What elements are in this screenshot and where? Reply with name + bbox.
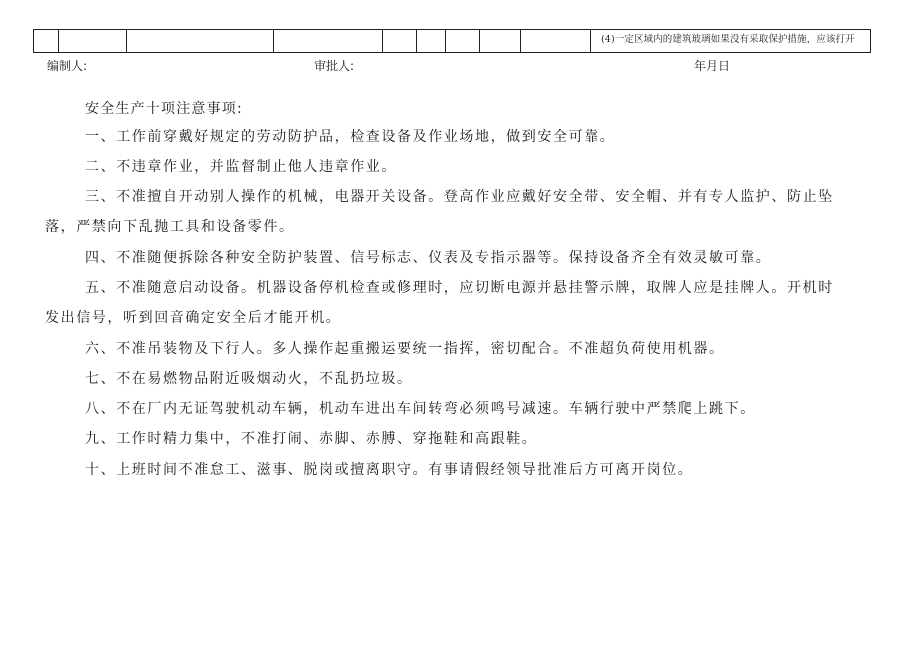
notice-item-text: 二、不违章作业，并监督制止他人违章作业。 (85, 159, 397, 175)
table-column-divider (273, 30, 274, 52)
table-column-divider (445, 30, 446, 52)
table-column-divider (520, 30, 521, 52)
notice-item-text: 八、不在厂内无证驾驶机动车辆，机动车进出车间转弯必须鸣号减速。车辆行驶中严禁爬上跳下。 (85, 401, 756, 417)
table-column-divider (126, 30, 127, 52)
notice-title: 安全生产十项注意事项: (85, 101, 243, 117)
notice-item (45, 334, 725, 364)
notice-item-text: 九、工作时精力集中，不准打闹、赤脚、赤膊、穿拖鞋和高跟鞋。 (85, 431, 538, 447)
notice-item (45, 273, 834, 333)
notice-item-text: 四、不准随便拆除各种安全防护装置、信号标志、仪表及专指示器等。保持设备齐全有效灵敏可靠。 (85, 250, 772, 266)
notice-item-continuation: 落，严禁向下乱抛工具和设备零件。 (45, 219, 295, 235)
notice-item (45, 152, 397, 182)
notice-item (45, 364, 413, 394)
preparer-label: 编制人: (47, 59, 88, 73)
notice-item (45, 394, 756, 424)
date-label: 年月日 (694, 59, 731, 73)
table-column-divider (479, 30, 480, 52)
approver-label: 审批人: (314, 59, 355, 73)
table-column-divider (382, 30, 383, 52)
notice-item-text: 一、工作前穿戴好规定的劳动防护品，检查设备及作业场地，做到安全可靠。 (85, 129, 616, 145)
notice-item (45, 122, 615, 152)
notice-item (45, 455, 693, 485)
notice-item (45, 424, 537, 454)
table-row-fragment (33, 29, 871, 53)
notice-item-text: 六、不准吊装物及下行人。多人操作起重搬运要统一指挥，密切配合。不准超负荷使用机器。 (85, 341, 725, 357)
notice-item (45, 182, 834, 242)
notice-item-text: 五、不准随意启动设备。机器设备停机检查或修理时，应切断电源并悬挂警示牌，取牌人应是挂牌人。开机时 (85, 280, 834, 296)
notice-item-continuation: 发出信号，听到回音确定安全后才能开机。 (45, 310, 342, 326)
notice-item-text: 十、上班时间不准怠工、滋事、脱岗或擅离职守。有事请假经领导批准后方可离开岗位。 (85, 462, 694, 478)
notice-item-text: 七、不在易燃物品附近吸烟动火，不乱扔垃圾。 (85, 371, 413, 387)
table-column-divider (58, 30, 59, 52)
table-column-divider (416, 30, 417, 52)
table-cell-note: (4)一定区域内的建筑玻璃如果没有采取保护措施，应该打开 (601, 34, 855, 45)
notice-item (45, 243, 771, 273)
table-column-divider (590, 30, 591, 52)
notice-item-text: 三、不准擅自开动别人操作的机械，电器开关设备。登高作业应戴好安全带、安全帽、并有专人监护、防止坠 (85, 189, 834, 205)
